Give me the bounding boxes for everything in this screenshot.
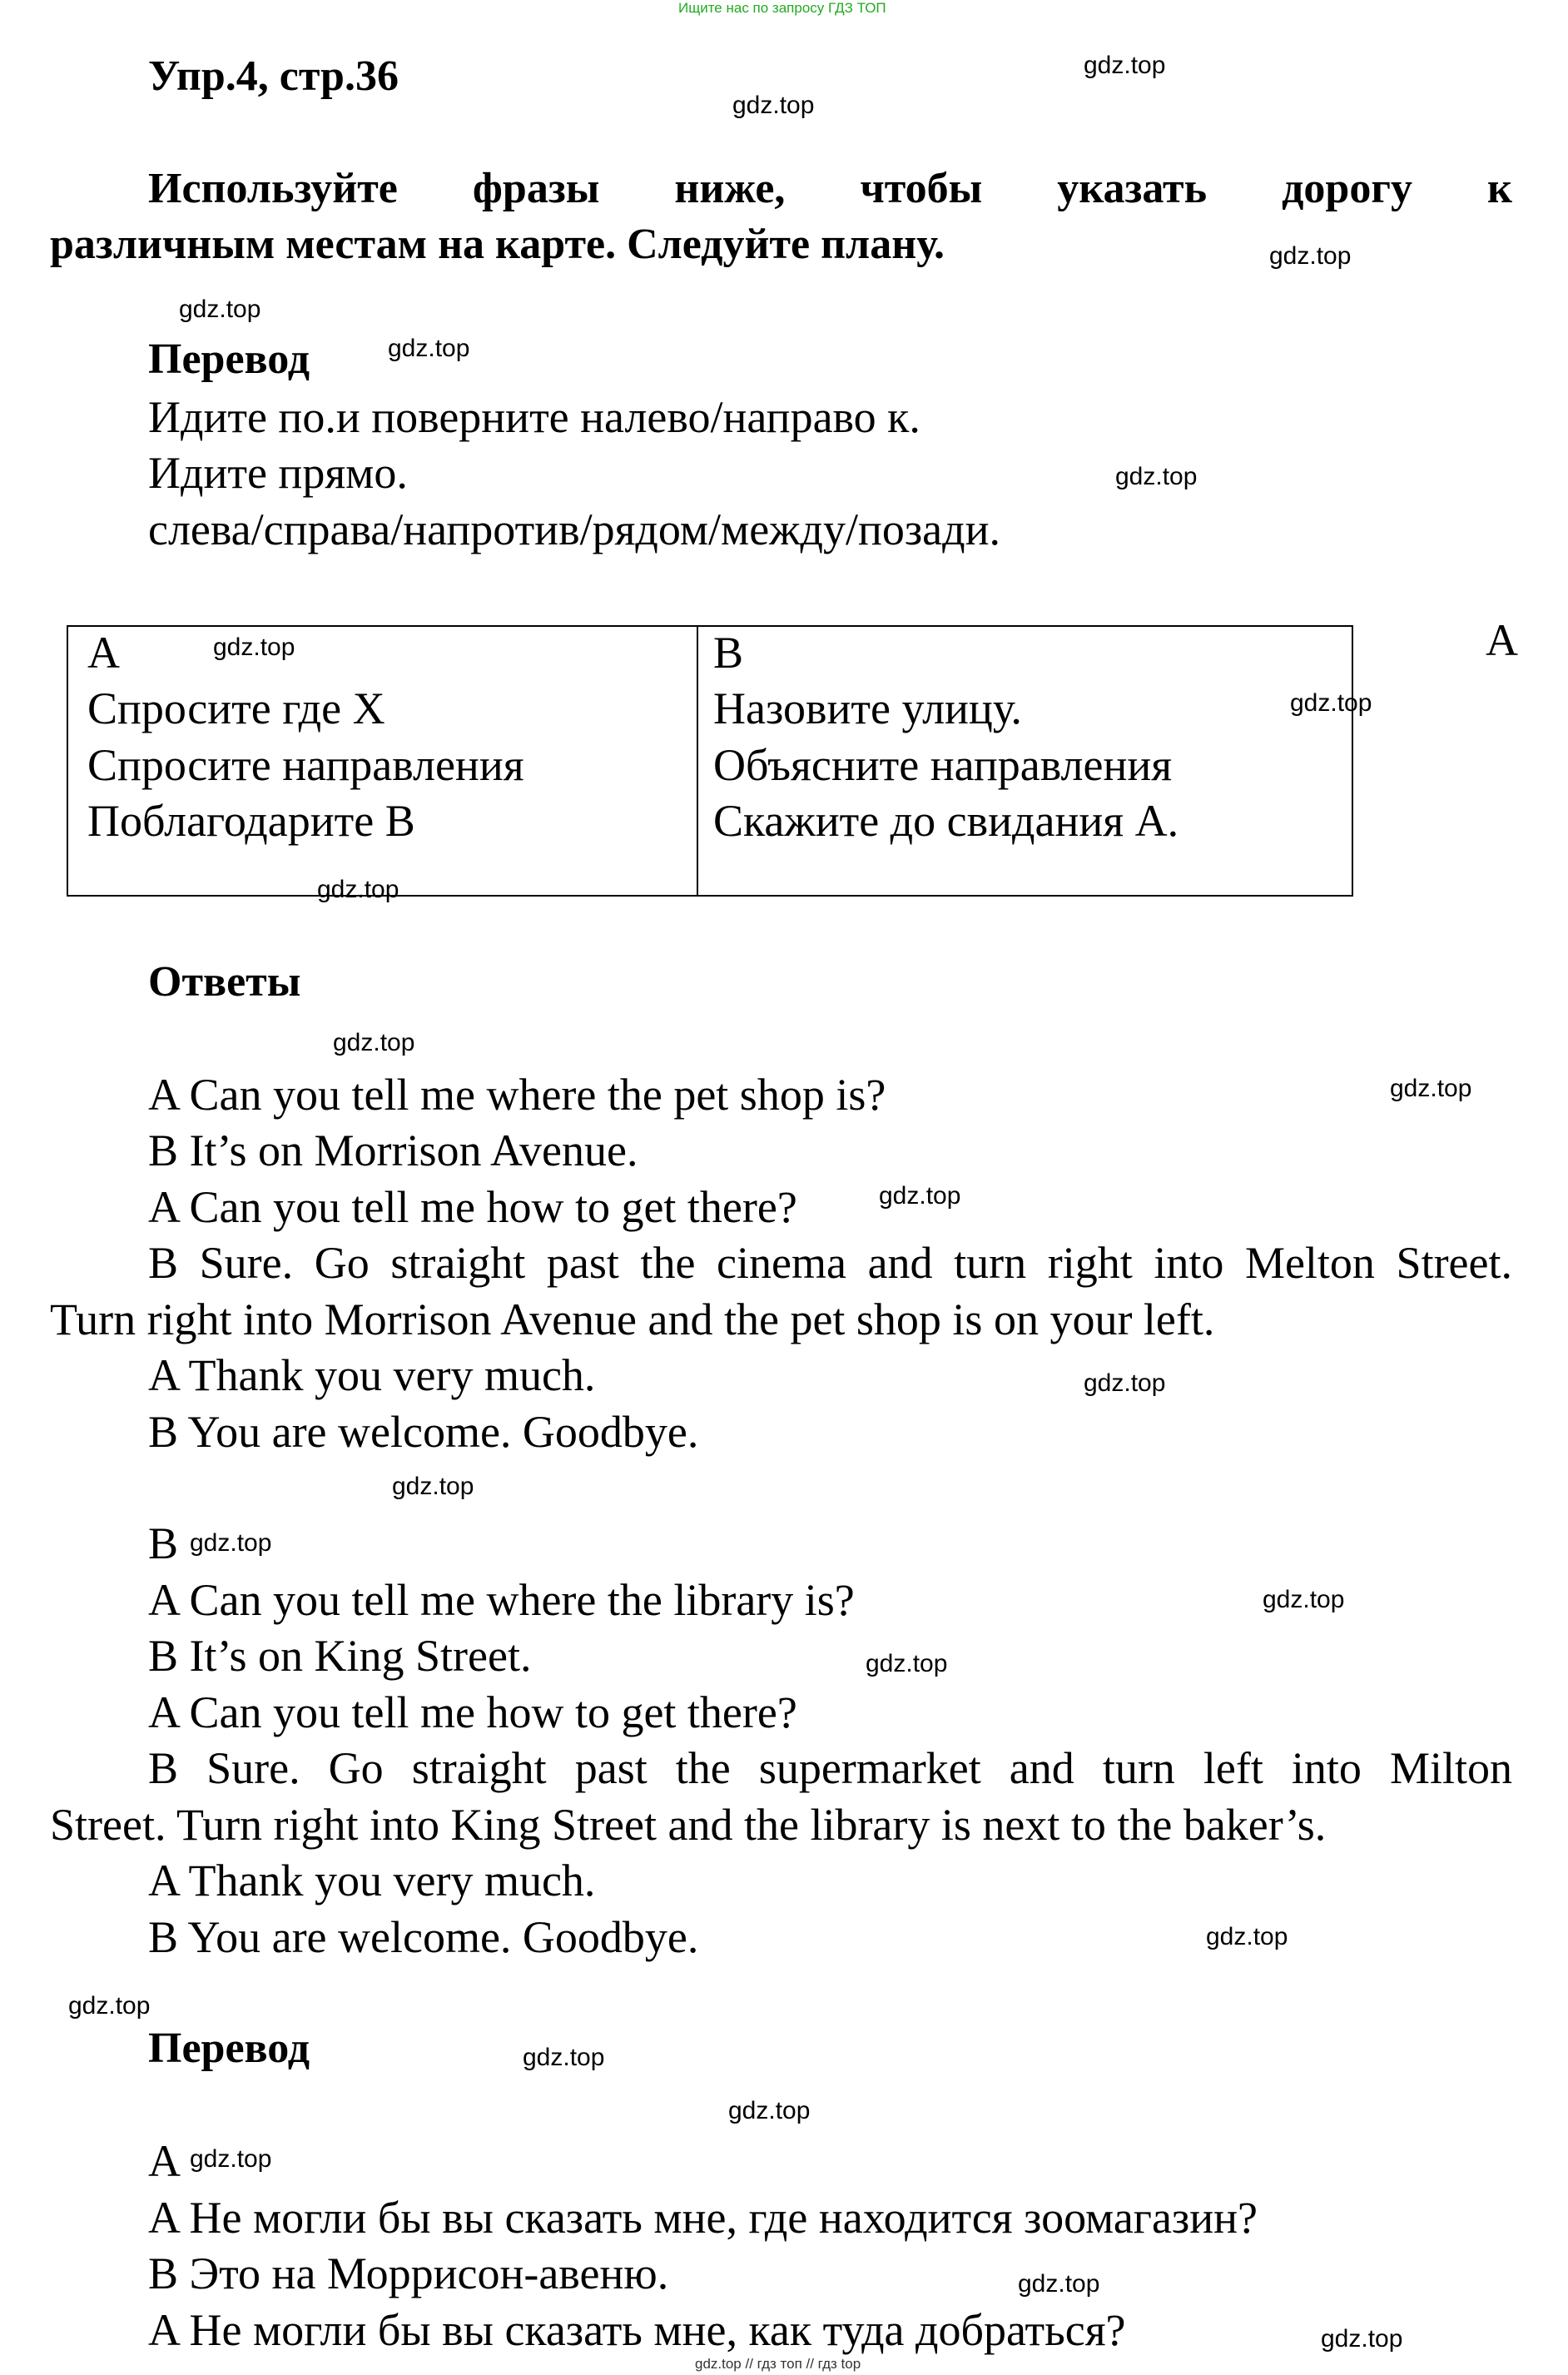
dialog-a-line: B Sure. Go straight past the cinema and turn right into Melton Street. bbox=[148, 1238, 1512, 1288]
answers-heading: Ответы bbox=[148, 958, 301, 1006]
translation-a-line: A Не могли бы вы сказать мне, как туда добраться? bbox=[148, 2305, 1126, 2355]
watermark: gdz.top bbox=[317, 876, 399, 903]
watermark: gdz.top bbox=[1269, 242, 1352, 270]
watermark: gdz.top bbox=[179, 296, 261, 323]
dialog-a-line: A Can you tell me where the pet shop is? bbox=[148, 1070, 886, 1120]
phrase-2: Идите прямо. bbox=[148, 448, 408, 498]
top-banner: Ищите нас по запросу ГДЗ ТОП bbox=[678, 0, 886, 16]
translation-heading-2: Перевод bbox=[148, 2025, 310, 2072]
dialog-a-line: Turn right into Morrison Avenue and the pet shop is on your left. bbox=[50, 1294, 1215, 1344]
translation-a-line: B Это на Моррисон-авеню. bbox=[148, 2248, 669, 2298]
translation-heading-1: Перевод bbox=[148, 335, 310, 383]
table-divider bbox=[697, 627, 698, 895]
table-col-a-row: Спросите направления bbox=[87, 740, 524, 790]
watermark: gdz.top bbox=[1018, 2270, 1100, 2298]
table-col-a-row: Спросите где X bbox=[87, 683, 385, 733]
watermark: gdz.top bbox=[879, 1182, 961, 1210]
phrase-1: Идите по.и поверните налево/направо к. bbox=[148, 392, 920, 442]
watermark: gdz.top bbox=[1206, 1923, 1288, 1950]
watermark: gdz.top bbox=[388, 335, 470, 362]
table-col-a-header: A bbox=[87, 628, 120, 678]
role-table bbox=[67, 625, 1353, 897]
translation-a-line: A Не могли бы вы сказать мне, где находится зоомагазин? bbox=[148, 2193, 1258, 2243]
watermark: gdz.top bbox=[1290, 689, 1372, 717]
watermark: gdz.top bbox=[190, 2145, 272, 2173]
instruction-line-2: различным местам на карте. Следуйте плану. bbox=[50, 221, 945, 268]
dialog-a-line: B It’s on Morrison Avenue. bbox=[148, 1125, 638, 1175]
dialog-a-line: A Thank you very much. bbox=[148, 1350, 596, 1400]
dialog-b-line: A Can you tell me where the library is? bbox=[148, 1575, 855, 1625]
dialog-b-line: Street. Turn right into King Street and the library is next to the baker’s. bbox=[50, 1800, 1327, 1850]
watermark: gdz.top bbox=[392, 1473, 474, 1500]
table-col-a-row: Поблагодарите B bbox=[87, 796, 415, 846]
watermark: gdz.top bbox=[866, 1650, 948, 1677]
dialog-a-line: A Can you tell me how to get there? bbox=[148, 1182, 797, 1232]
watermark: gdz.top bbox=[523, 2044, 605, 2071]
table-col-b-row: Объясните направления bbox=[713, 740, 1173, 790]
watermark: gdz.top bbox=[1390, 1075, 1472, 1102]
watermark: gdz.top bbox=[333, 1029, 415, 1056]
dialog-a-line: B You are welcome. Goodbye. bbox=[148, 1407, 699, 1457]
page-title: Упр.4, стр.36 bbox=[148, 52, 399, 100]
watermark: gdz.top bbox=[190, 1529, 272, 1557]
watermark: gdz.top bbox=[1084, 1369, 1166, 1397]
watermark: gdz.top bbox=[1115, 463, 1198, 490]
watermark: gdz.top bbox=[213, 633, 295, 661]
table-col-b-row: Скажите до свидания A. bbox=[713, 796, 1179, 846]
table-col-b-header: B bbox=[713, 628, 744, 678]
dialog-b-line: B You are welcome. Goodbye. bbox=[148, 1912, 699, 1962]
instruction-line-1: Используйте фразы ниже, чтобы указать дорогу к bbox=[148, 165, 1512, 212]
watermark: gdz.top bbox=[1321, 2325, 1403, 2353]
watermark: gdz.top bbox=[728, 2097, 811, 2124]
table-col-b-row: Назовите улицу. bbox=[713, 683, 1022, 733]
watermark: gdz.top bbox=[68, 1992, 151, 2020]
dialog-b-line: B Sure. Go straight past the supermarket and turn left into Milton bbox=[148, 1743, 1512, 1793]
dialog-b-line: A Can you tell me how to get there? bbox=[148, 1687, 797, 1737]
translation-a-label: A bbox=[148, 2136, 181, 2186]
watermark: gdz.top bbox=[732, 92, 815, 119]
watermark: gdz.top bbox=[1263, 1586, 1345, 1613]
dialog-b-label: B bbox=[148, 1518, 179, 1568]
dialog-b-line: B It’s on King Street. bbox=[148, 1631, 532, 1681]
watermark: gdz.top bbox=[1084, 52, 1166, 79]
footer: gdz.top // гдз топ // гдз top bbox=[695, 2356, 861, 2372]
phrase-3: слева/справа/напротив/рядом/между/позади. bbox=[148, 504, 1001, 554]
dialog-b-line: A Thank you very much. bbox=[148, 1856, 596, 1905]
margin-letter: A bbox=[1486, 615, 1518, 665]
